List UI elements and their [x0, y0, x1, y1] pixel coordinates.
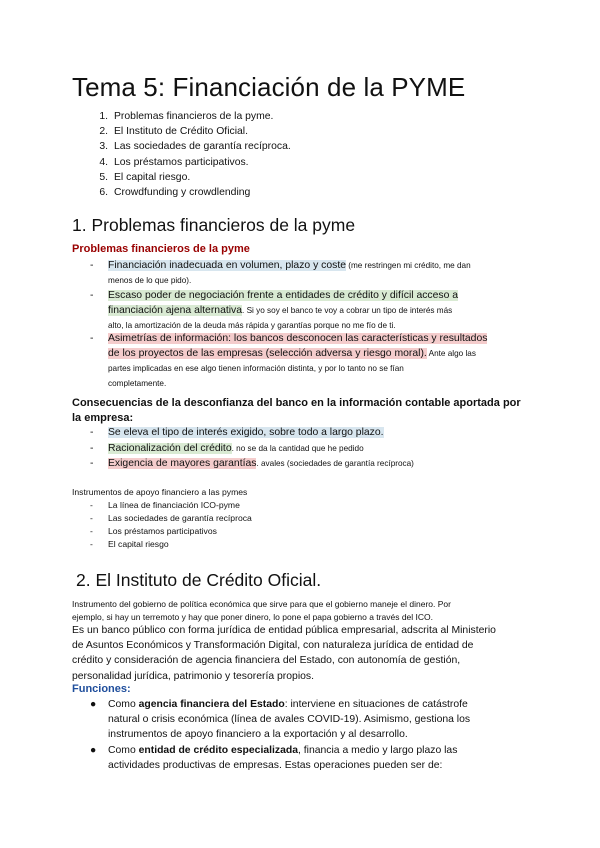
dash-bullet: -: [90, 290, 94, 301]
toc-number: 4.: [99, 156, 108, 168]
document-title: Tema 5: Financiación de la PYME: [72, 72, 466, 102]
dash-bullet: -: [90, 500, 93, 510]
highlighted-text: Financiación inadecuada en volumen, plazo y coste: [108, 260, 346, 271]
dash-bullet: -: [90, 513, 93, 523]
highlighted-text: de los proyectos de las empresas (selección adversa y riesgo moral).: [108, 348, 427, 359]
instruments-title: Instrumentos de apoyo financiero a las pymes: [72, 487, 248, 497]
instrument-text: La línea de financiación ICO-pyme: [108, 500, 240, 510]
highlighted-text: financiación ajena alternativa: [108, 305, 243, 316]
ico-description: [72, 623, 527, 684]
instrument-text: El capital riesgo: [108, 539, 169, 549]
dash-bullet: -: [90, 333, 94, 344]
bullet-bold-text: agencia financiera del Estado: [138, 699, 285, 710]
highlighted-text: Se eleva el tipo de interés exigido, sobre todo a largo plazo.: [108, 427, 384, 438]
toc-text: Las sociedades de garantía recíproca.: [114, 141, 291, 153]
toc-item: [90, 109, 291, 124]
dash-bullet: -: [90, 443, 94, 454]
note-text: . Si yo soy el banco te voy a cobrar un tipo de interés más: [242, 306, 453, 315]
toc-number: 3.: [99, 141, 108, 153]
bullet-text: Como: [108, 745, 139, 756]
bullet-text: natural o crisis económica (línea de avales COVID-19). Asimismo, gestiona los: [108, 714, 471, 726]
section-1-subheading: Problemas financieros de la pyme: [72, 243, 250, 255]
toc-item: [90, 185, 291, 200]
toc-item: [90, 124, 291, 139]
highlighted-text: Escaso poder de negociación frente a entidades de crédito y difícil acceso a: [108, 290, 459, 301]
consequences-title-line: la empresa:: [72, 412, 134, 424]
bullet-text: instrumentos de apoyo financiero a la exportación y al desarrollo.: [108, 729, 408, 741]
instrument-item: [90, 512, 252, 525]
bullet-dot-icon: ●: [90, 745, 97, 756]
highlighted-text: Racionalización del crédito: [108, 443, 232, 454]
toc-item: [90, 155, 291, 170]
dash-bullet: -: [90, 427, 94, 438]
toc-text: El Instituto de Crédito Oficial.: [114, 126, 248, 138]
dash-bullet: -: [90, 526, 93, 536]
note-text: . no se da la cantidad que he pedido: [231, 444, 364, 453]
highlighted-text: Exigencia de mayores garantías: [108, 458, 257, 469]
instrument-item: [90, 499, 240, 512]
intro-note: [72, 598, 542, 623]
paragraph-line: de Asuntos Económicos y Transformación Digital, con naturaleza jurídica de entidad de: [72, 640, 474, 652]
paragraph-line: personalidad jurídica, patrimonio y tesorería propios.: [72, 670, 314, 682]
toc-text: Problemas financieros de la pyme.: [114, 111, 274, 122]
instrument-item: [90, 538, 169, 551]
toc-item: [90, 170, 291, 185]
functions-title: Funciones:: [72, 683, 131, 695]
section-1-heading: 1. Problemas financieros de la pyme: [72, 215, 356, 235]
toc-text: El capital riesgo.: [114, 171, 191, 183]
note-text: menos de lo que pido).: [108, 276, 192, 285]
intro-note-line: ejemplo, si hay un terremoto y hay que poner dinero, lo pone el papa gobierno a través del ICO.: [72, 611, 433, 622]
instrument-item: [90, 525, 217, 538]
section-2-heading: 2. El Instituto de Crédito Oficial.: [76, 570, 322, 590]
bullet-bold-text: entidad de crédito especializada: [138, 745, 298, 756]
note-text: partes implicadas en ese algo tienen información distinta, y por lo tanto no se fían: [108, 364, 404, 373]
paragraph-line: Es un banco público con forma jurídica de entidad pública empresarial, adscrita al Ministerio: [72, 625, 496, 636]
intro-note-line: Instrumento del gobierno de política económica que sirve para que el gobierno maneje el dinero. Por: [72, 599, 451, 609]
bullet-text: actividades productivas de empresas. Estas operaciones pueden ser de:: [108, 760, 443, 772]
table-of-contents: [90, 109, 291, 200]
bullet-text: : interviene en situaciones de catástrofe: [284, 699, 468, 710]
note-text: (me restringen mi crédito, me dan: [345, 261, 471, 270]
bullet-text: , financia a medio y largo plazo las: [298, 745, 458, 756]
toc-number: 6.: [99, 187, 108, 199]
highlighted-text: Asimetrías de información: los bancos desconocen las características y resultados: [108, 333, 488, 344]
paragraph-line: crédito y consideración de agencia financiera del Estado, con autonomía de gestión,: [72, 655, 461, 667]
dash-bullet: -: [90, 539, 93, 549]
bullet-dot-icon: ●: [90, 699, 97, 710]
consequences-title-line: Consecuencias de la desconfianza del banco en la información contable aportada por: [72, 397, 521, 409]
note-text: . avales (sociedades de garantía recíproca): [256, 459, 414, 468]
toc-text: Crowdfunding y crowdlending: [114, 187, 251, 199]
note-text: alto, la amortización de la deuda más rápida y garantías porque no me fío de ti.: [108, 321, 396, 330]
dash-bullet: -: [90, 260, 94, 271]
note-text: completamente.: [108, 379, 167, 388]
toc-number: 1.: [99, 111, 108, 122]
note-text: Ante algo las: [426, 349, 476, 358]
toc-number: 5.: [99, 171, 108, 183]
toc-text: Los préstamos participativos.: [114, 156, 249, 168]
dash-bullet: -: [90, 458, 94, 469]
bullet-text: Como: [108, 699, 139, 710]
toc-number: 2.: [99, 126, 108, 138]
consequences-title: [72, 396, 521, 426]
toc-item: [90, 139, 291, 154]
instrument-text: Los préstamos participativos: [108, 526, 217, 536]
instrument-text: Las sociedades de garantía recíproca: [108, 513, 252, 523]
